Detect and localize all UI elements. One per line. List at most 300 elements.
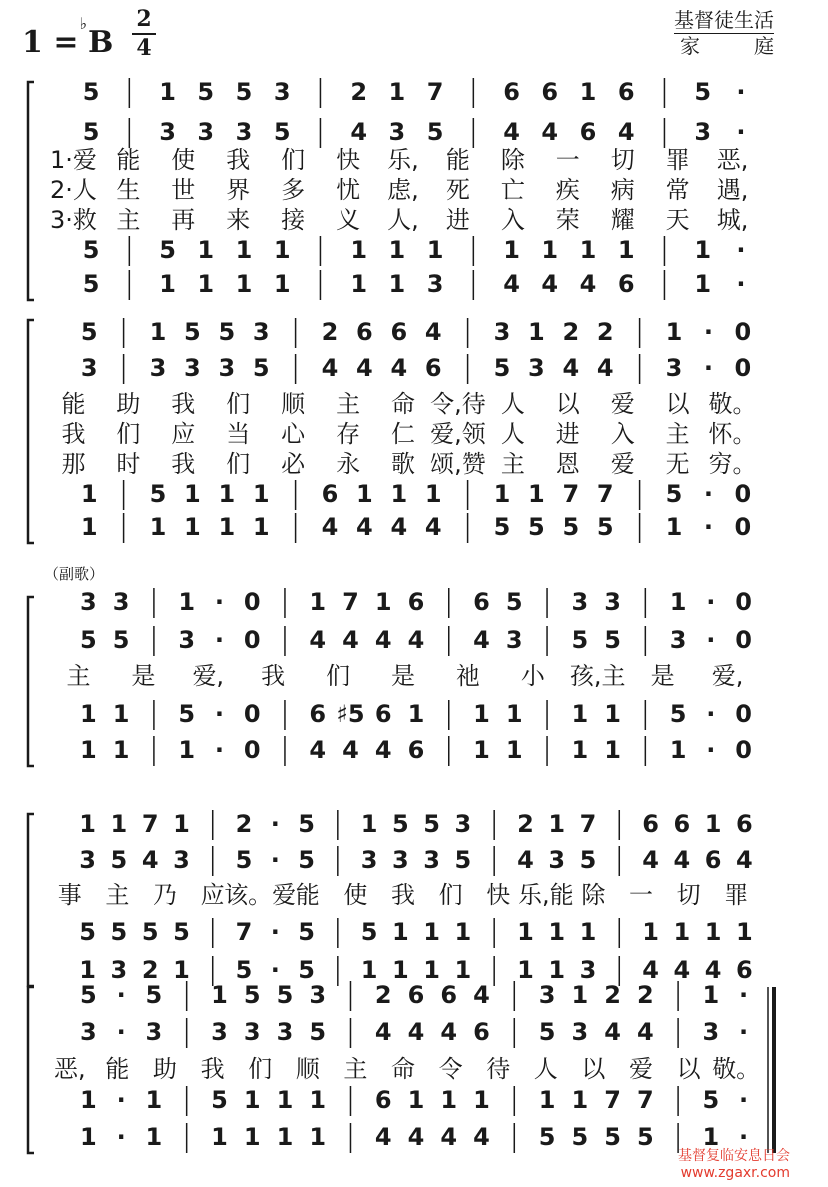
note-numeral: 5 xyxy=(110,846,128,874)
lyric-syllable: 能 xyxy=(116,146,141,174)
note-numeral: 1 xyxy=(503,236,520,264)
note-numeral: 4 xyxy=(596,354,614,382)
note-numeral: 5 xyxy=(694,78,712,106)
note-numeral: 4 xyxy=(374,1018,392,1046)
note-numeral: 5 xyxy=(298,810,315,838)
note-numeral: · xyxy=(214,736,224,764)
note-numeral: · xyxy=(214,700,224,728)
lyric-syllable: 以 xyxy=(555,390,580,418)
note-numeral: 1 xyxy=(80,700,97,728)
lyric-syllable: 切 xyxy=(610,146,635,174)
lyric-syllable: 祂 xyxy=(455,662,480,690)
note-numeral: 5 xyxy=(604,1123,621,1151)
note-numeral: · xyxy=(703,354,713,382)
lyric-syllable: 恩 xyxy=(555,450,580,478)
note-numeral: 2 xyxy=(141,956,159,984)
note-numeral: 1 xyxy=(80,1086,97,1114)
note-numeral: 5 xyxy=(505,588,523,616)
note-numeral: 6 xyxy=(579,118,597,146)
note-numeral: 4 xyxy=(356,513,373,541)
note-numeral: 1 xyxy=(694,236,712,264)
note-numeral: · xyxy=(703,480,713,508)
note-numeral: 1 xyxy=(579,236,597,264)
note-numeral: 5 xyxy=(173,918,190,946)
lyric-syllable: 顺 xyxy=(295,1055,320,1083)
note-numeral: 5 xyxy=(197,78,215,106)
note-numeral: 3 xyxy=(360,846,378,874)
note-numeral: 5 xyxy=(538,1018,556,1046)
note-numeral: 1 xyxy=(374,588,392,616)
note-numeral: 1 xyxy=(80,513,98,541)
meter-bottom: 4 xyxy=(136,35,152,62)
note-numeral: 6 xyxy=(309,700,327,728)
lyric-syllable: 城, xyxy=(716,206,749,234)
lyric-syllable: 我 xyxy=(261,662,286,690)
note-numeral: 5 xyxy=(82,118,100,146)
note-numeral: 6 xyxy=(541,78,559,106)
lyric-syllable: 应 xyxy=(200,881,225,909)
note-numeral: 3 xyxy=(505,626,523,654)
lyric-syllable: 能 xyxy=(105,1055,130,1083)
lyric-syllable: 那 xyxy=(61,450,86,478)
note-numeral: 6 xyxy=(321,480,339,508)
lyric-syllable: 死 xyxy=(445,176,470,204)
lyric-syllable: 当 xyxy=(226,420,251,448)
note-numeral: · xyxy=(739,981,749,1009)
note-numeral: 1 xyxy=(673,918,691,946)
lyric-syllable: 心 xyxy=(281,420,306,448)
note-numeral: 4 xyxy=(673,846,691,874)
note-numeral: 1 xyxy=(80,1123,97,1151)
note-numeral: 1 xyxy=(197,270,215,298)
note-numeral: 2 xyxy=(596,318,614,346)
lyric-syllable: 助 xyxy=(153,1055,177,1083)
note-numeral: · xyxy=(270,846,280,874)
note-numeral: 4 xyxy=(390,513,408,541)
note-numeral: 4 xyxy=(604,1018,621,1046)
lyric-syllable: 耀 xyxy=(610,206,635,234)
note-numeral: 4 xyxy=(342,626,359,654)
lyric-syllable: 们 xyxy=(281,146,306,174)
note-numeral: 1 xyxy=(80,480,98,508)
note-numeral: 5 xyxy=(493,513,511,541)
note-numeral: 1 xyxy=(388,78,406,106)
note-numeral: 3 xyxy=(454,810,472,838)
note-numeral: 5 xyxy=(145,981,163,1009)
note-numeral: 5 xyxy=(596,513,614,541)
lyric-syllable: 乃 xyxy=(153,881,177,909)
lyric-syllable: 是 xyxy=(391,662,415,690)
note-numeral: 5 xyxy=(562,513,580,541)
note-numeral: 4 xyxy=(642,956,659,984)
lyric-syllable: 接 xyxy=(281,206,306,234)
note-numeral: 6 xyxy=(407,736,425,764)
watermark-line-1: 基督复临安息日会 xyxy=(678,1148,790,1164)
lyric-syllable: 颂,赞 xyxy=(430,450,486,478)
lyric-syllable: 天 xyxy=(665,206,690,234)
note-numeral: 5 xyxy=(235,78,253,106)
note-numeral: 7 xyxy=(636,1086,654,1114)
lyric-syllable: 以 xyxy=(665,390,690,418)
note-numeral: 6 xyxy=(704,846,722,874)
lyric-syllable: 该。爱 xyxy=(224,881,297,909)
note-numeral: 5 xyxy=(243,981,261,1009)
note-numeral: 1 xyxy=(548,810,566,838)
note-numeral: 1 xyxy=(112,736,130,764)
note-numeral: 1 xyxy=(473,1086,490,1114)
note-numeral: 5 xyxy=(309,1018,327,1046)
lyric-syllable: 是 xyxy=(650,662,675,690)
note-numeral: 6 xyxy=(736,956,753,984)
note-numeral: 5 xyxy=(82,236,100,264)
note-numeral: 5 xyxy=(211,1086,228,1114)
note-numeral: 2 xyxy=(350,78,368,106)
note-numeral: 1 xyxy=(218,480,236,508)
note-numeral: 1 xyxy=(80,736,97,764)
note-numeral: 1 xyxy=(424,480,442,508)
note-numeral: · xyxy=(214,626,224,654)
lyric-syllable: 令 xyxy=(438,1055,463,1083)
note-numeral: 1 xyxy=(243,1086,261,1114)
note-numeral: 2 xyxy=(636,981,654,1009)
note-numeral: 1 xyxy=(276,1123,294,1151)
note-numeral: 1 xyxy=(211,1123,228,1151)
note-numeral: 4 xyxy=(736,846,753,874)
note-numeral: 3 xyxy=(694,118,712,146)
note-numeral: 2 xyxy=(374,981,392,1009)
note-numeral: 5 xyxy=(235,846,253,874)
note-numeral: 0 xyxy=(734,318,752,346)
note-numeral: 3 xyxy=(80,588,97,616)
note-numeral: 3 xyxy=(528,354,545,382)
note-numeral: 3 xyxy=(702,1018,720,1046)
note-numeral: 2 xyxy=(604,981,621,1009)
note-numeral: 1 xyxy=(694,270,712,298)
note-numeral: 3 xyxy=(145,1018,163,1046)
note-numeral: 7 xyxy=(596,480,614,508)
lyric-syllable: 主 xyxy=(116,206,141,234)
note-numeral: 1 xyxy=(159,270,176,298)
note-numeral: 1 xyxy=(110,810,128,838)
note-numeral: · xyxy=(736,236,746,264)
note-numeral: 1 xyxy=(392,956,409,984)
note-numeral: 3 xyxy=(159,118,176,146)
note-numeral: 3 xyxy=(178,626,196,654)
note-numeral: 4 xyxy=(636,1018,654,1046)
lyric-syllable: 快 xyxy=(486,881,511,909)
note-numeral: 1 xyxy=(235,236,253,264)
note-numeral: 3 xyxy=(571,1018,589,1046)
note-numeral: 4 xyxy=(321,354,339,382)
note-numeral: 0 xyxy=(735,626,752,654)
note-numeral: 5 xyxy=(252,354,270,382)
note-numeral: 4 xyxy=(374,626,392,654)
system-bracket xyxy=(28,320,34,543)
note-numeral: 5 xyxy=(178,700,196,728)
note-numeral: 3 xyxy=(218,354,236,382)
note-numeral: 5 xyxy=(82,270,100,298)
lyric-syllable: 除 xyxy=(581,881,606,909)
note-numeral: 7 xyxy=(579,810,597,838)
lyric-syllable: 仁 xyxy=(391,420,415,448)
lyric-syllable: 爱, xyxy=(711,662,744,690)
note-numeral: · xyxy=(739,1018,749,1046)
note-numeral: 2 xyxy=(235,810,253,838)
note-numeral: 3 xyxy=(423,846,440,874)
note-numeral: · xyxy=(116,981,126,1009)
note-numeral: 4 xyxy=(440,1018,458,1046)
lyric-syllable: 一 xyxy=(629,881,653,909)
note-numeral: 1 xyxy=(702,981,720,1009)
note-numeral: 1 xyxy=(159,78,176,106)
note-numeral: 0 xyxy=(734,354,752,382)
note-numeral: 7 xyxy=(562,480,580,508)
note-numeral: 1 xyxy=(423,956,440,984)
note-numeral: 6 xyxy=(503,78,520,106)
note-numeral: 1 xyxy=(528,480,545,508)
note-numeral: 6 xyxy=(617,270,635,298)
note-numeral: · xyxy=(706,588,716,616)
note-numeral: 4 xyxy=(440,1123,458,1151)
note-numeral: 3 xyxy=(235,118,253,146)
note-numeral: 7 xyxy=(342,588,359,616)
note-numeral: 4 xyxy=(503,118,520,146)
note-numeral: 5 xyxy=(538,1123,556,1151)
note-numeral: 4 xyxy=(407,626,425,654)
note-numeral: ♯5 xyxy=(336,700,365,728)
note-numeral: 1 xyxy=(407,1086,425,1114)
note-numeral: 3 xyxy=(309,981,327,1009)
lyric-syllable: 多 xyxy=(281,176,306,204)
note-numeral: 5 xyxy=(159,236,176,264)
note-numeral: 1 xyxy=(197,236,215,264)
note-numeral: 1 xyxy=(426,236,444,264)
note-numeral: 6 xyxy=(356,318,373,346)
note-numeral: 1 xyxy=(273,270,291,298)
note-numeral: · xyxy=(116,1123,126,1151)
note-numeral: · xyxy=(270,918,280,946)
note-numeral: 1 xyxy=(642,918,659,946)
lyric-syllable: 人 xyxy=(500,420,525,448)
note-numeral: 5 xyxy=(636,1123,654,1151)
lyric-syllable: 乐, xyxy=(387,146,419,174)
music-system xyxy=(28,78,748,300)
note-numeral: 5 xyxy=(149,480,167,508)
lyric-syllable: 罪 xyxy=(665,146,690,174)
lyric-syllable: 主 xyxy=(665,420,690,448)
lyric-syllable: 亡 xyxy=(500,176,525,204)
note-numeral: 1 xyxy=(548,956,566,984)
lyric-syllable: 时 xyxy=(116,450,141,478)
note-numeral: 1 xyxy=(350,270,368,298)
note-numeral: 5 xyxy=(702,1086,720,1114)
system-bracket xyxy=(28,814,34,986)
note-numeral: 6 xyxy=(374,700,392,728)
note-numeral: 1 xyxy=(454,918,472,946)
lyric-syllable: 令,待 xyxy=(430,390,486,418)
lyric-syllable: 恶, xyxy=(716,146,749,174)
note-numeral: 1 xyxy=(211,981,228,1009)
lyric-syllable: 乐,能 xyxy=(517,881,574,909)
note-numeral: 7 xyxy=(604,1086,621,1114)
lyric-syllable: 们 xyxy=(226,450,251,478)
note-numeral: 1 xyxy=(145,1123,163,1151)
lyric-syllable: 敬。 xyxy=(708,390,757,418)
note-numeral: 5 xyxy=(273,118,291,146)
note-numeral: 1 xyxy=(538,1086,556,1114)
note-numeral: 1 xyxy=(541,236,559,264)
note-numeral: 3 xyxy=(548,846,566,874)
note-numeral: 4 xyxy=(503,270,520,298)
lyric-syllable: 3·救 xyxy=(50,206,97,234)
note-numeral: 6 xyxy=(473,588,490,616)
lyric-syllable: 使 xyxy=(171,146,196,174)
note-numeral: 1 xyxy=(548,918,566,946)
note-numeral: 0 xyxy=(243,700,261,728)
note-numeral: 5 xyxy=(669,700,687,728)
note-numeral: 1 xyxy=(309,1123,327,1151)
lyric-syllable: 敬。 xyxy=(712,1055,761,1083)
lyric-syllable: 穷。 xyxy=(708,450,757,478)
lyric-syllable: 常 xyxy=(665,176,690,204)
note-numeral: 1 xyxy=(79,810,96,838)
note-numeral: 3 xyxy=(665,354,683,382)
note-numeral: 3 xyxy=(197,118,215,146)
note-numeral: 1 xyxy=(736,918,753,946)
note-numeral: 0 xyxy=(243,588,261,616)
note-numeral: 1 xyxy=(273,236,291,264)
lyric-syllable: 命 xyxy=(391,390,415,418)
note-numeral: 6 xyxy=(390,318,408,346)
note-numeral: 5 xyxy=(79,918,96,946)
note-numeral: 1 xyxy=(517,956,534,984)
lyric-syllable: 们 xyxy=(226,390,251,418)
note-numeral: 0 xyxy=(243,736,261,764)
note-numeral: 5 xyxy=(665,480,683,508)
lyric-syllable: 使 xyxy=(343,881,368,909)
lyric-syllable: 入 xyxy=(610,420,635,448)
note-numeral: 3 xyxy=(538,981,556,1009)
lyric-syllable: 一 xyxy=(555,146,580,174)
note-numeral: 1 xyxy=(604,736,621,764)
note-numeral: 3 xyxy=(273,78,291,106)
note-numeral: 4 xyxy=(374,736,392,764)
note-numeral: 4 xyxy=(473,981,490,1009)
note-numeral: 5 xyxy=(184,318,201,346)
note-numeral: 5 xyxy=(604,626,621,654)
lyric-syllable: 主 xyxy=(336,390,361,418)
note-numeral: 1 xyxy=(604,700,621,728)
note-numeral: 4 xyxy=(473,626,490,654)
source-line-1: 基督徒生活 xyxy=(674,8,774,32)
note-numeral: 1 xyxy=(252,480,270,508)
note-numeral: 6 xyxy=(407,588,425,616)
note-numeral: · xyxy=(736,118,746,146)
lyric-syllable: 义 xyxy=(336,206,361,234)
lyric-syllable: 进 xyxy=(555,420,580,448)
lyric-syllable: 人, xyxy=(387,206,419,234)
note-numeral: 1 xyxy=(149,318,167,346)
note-numeral: 3 xyxy=(243,1018,261,1046)
note-numeral: 1 xyxy=(440,1086,458,1114)
lyric-syllable: 能 xyxy=(445,146,470,174)
lyric-syllable: 我 xyxy=(200,1055,225,1083)
lyric-syllable: 小 xyxy=(520,662,545,690)
note-numeral: 3 xyxy=(392,846,409,874)
note-numeral: 4 xyxy=(617,118,635,146)
source-line-2: 家庭 xyxy=(680,34,828,58)
note-numeral: 4 xyxy=(579,270,597,298)
note-numeral: 1 xyxy=(528,318,545,346)
note-numeral: 0 xyxy=(735,588,752,616)
note-numeral: 1 xyxy=(173,810,190,838)
note-numeral: 6 xyxy=(407,981,425,1009)
music-system xyxy=(28,588,752,766)
lyric-syllable: 应 xyxy=(171,420,196,448)
note-numeral: · xyxy=(739,1123,749,1151)
lyric-syllable: 们 xyxy=(116,420,141,448)
lyric-syllable: 爱 xyxy=(629,1055,653,1083)
note-numeral: 1 xyxy=(79,956,96,984)
lyric-syllable: 助 xyxy=(116,390,141,418)
note-numeral: 6 xyxy=(473,1018,490,1046)
note-numeral: 4 xyxy=(321,513,339,541)
note-numeral: 3 xyxy=(211,1018,228,1046)
note-numeral: 7 xyxy=(235,918,253,946)
note-numeral: 1 xyxy=(178,736,196,764)
note-numeral: 1 xyxy=(665,513,683,541)
note-numeral: 1 xyxy=(473,736,490,764)
note-numeral: 5 xyxy=(80,626,97,654)
note-numeral: 1 xyxy=(388,270,406,298)
note-numeral: 1 xyxy=(390,480,408,508)
note-numeral: 5 xyxy=(528,513,545,541)
note-numeral: 5 xyxy=(493,354,511,382)
note-numeral: 5 xyxy=(235,956,253,984)
lyric-syllable: 必 xyxy=(281,450,306,478)
note-numeral: 0 xyxy=(735,700,752,728)
note-numeral: 1 xyxy=(571,1086,589,1114)
note-numeral: 1 xyxy=(218,513,236,541)
lyric-syllable: 们 xyxy=(438,881,463,909)
note-numeral: 6 xyxy=(673,810,691,838)
note-numeral: 4 xyxy=(562,354,580,382)
note-numeral: 1 xyxy=(571,981,589,1009)
note-numeral: · xyxy=(736,270,746,298)
note-numeral: 5 xyxy=(112,626,130,654)
lyric-syllable: 待 xyxy=(486,1055,511,1083)
note-numeral: 5 xyxy=(82,78,100,106)
note-numeral: · xyxy=(703,318,713,346)
note-numeral: · xyxy=(739,1086,749,1114)
lyric-syllable: 们 xyxy=(248,1055,273,1083)
lyric-syllable: 无 xyxy=(665,450,690,478)
note-numeral: 0 xyxy=(734,513,752,541)
lyric-syllable: 永 xyxy=(336,450,361,478)
note-numeral: 1 xyxy=(276,1086,294,1114)
lyric-syllable: 来 xyxy=(226,206,251,234)
note-numeral: 1 xyxy=(360,956,378,984)
note-numeral: 5 xyxy=(571,626,589,654)
lyric-syllable: 我 xyxy=(226,146,251,174)
lyric-syllable: 罪 xyxy=(724,881,749,909)
note-numeral: 1 xyxy=(669,736,687,764)
lyric-syllable: 病 xyxy=(610,176,635,204)
lyric-syllable: 我 xyxy=(171,390,196,418)
watermark xyxy=(678,1148,790,1182)
note-numeral: 4 xyxy=(350,118,368,146)
note-numeral: 7 xyxy=(141,810,159,838)
